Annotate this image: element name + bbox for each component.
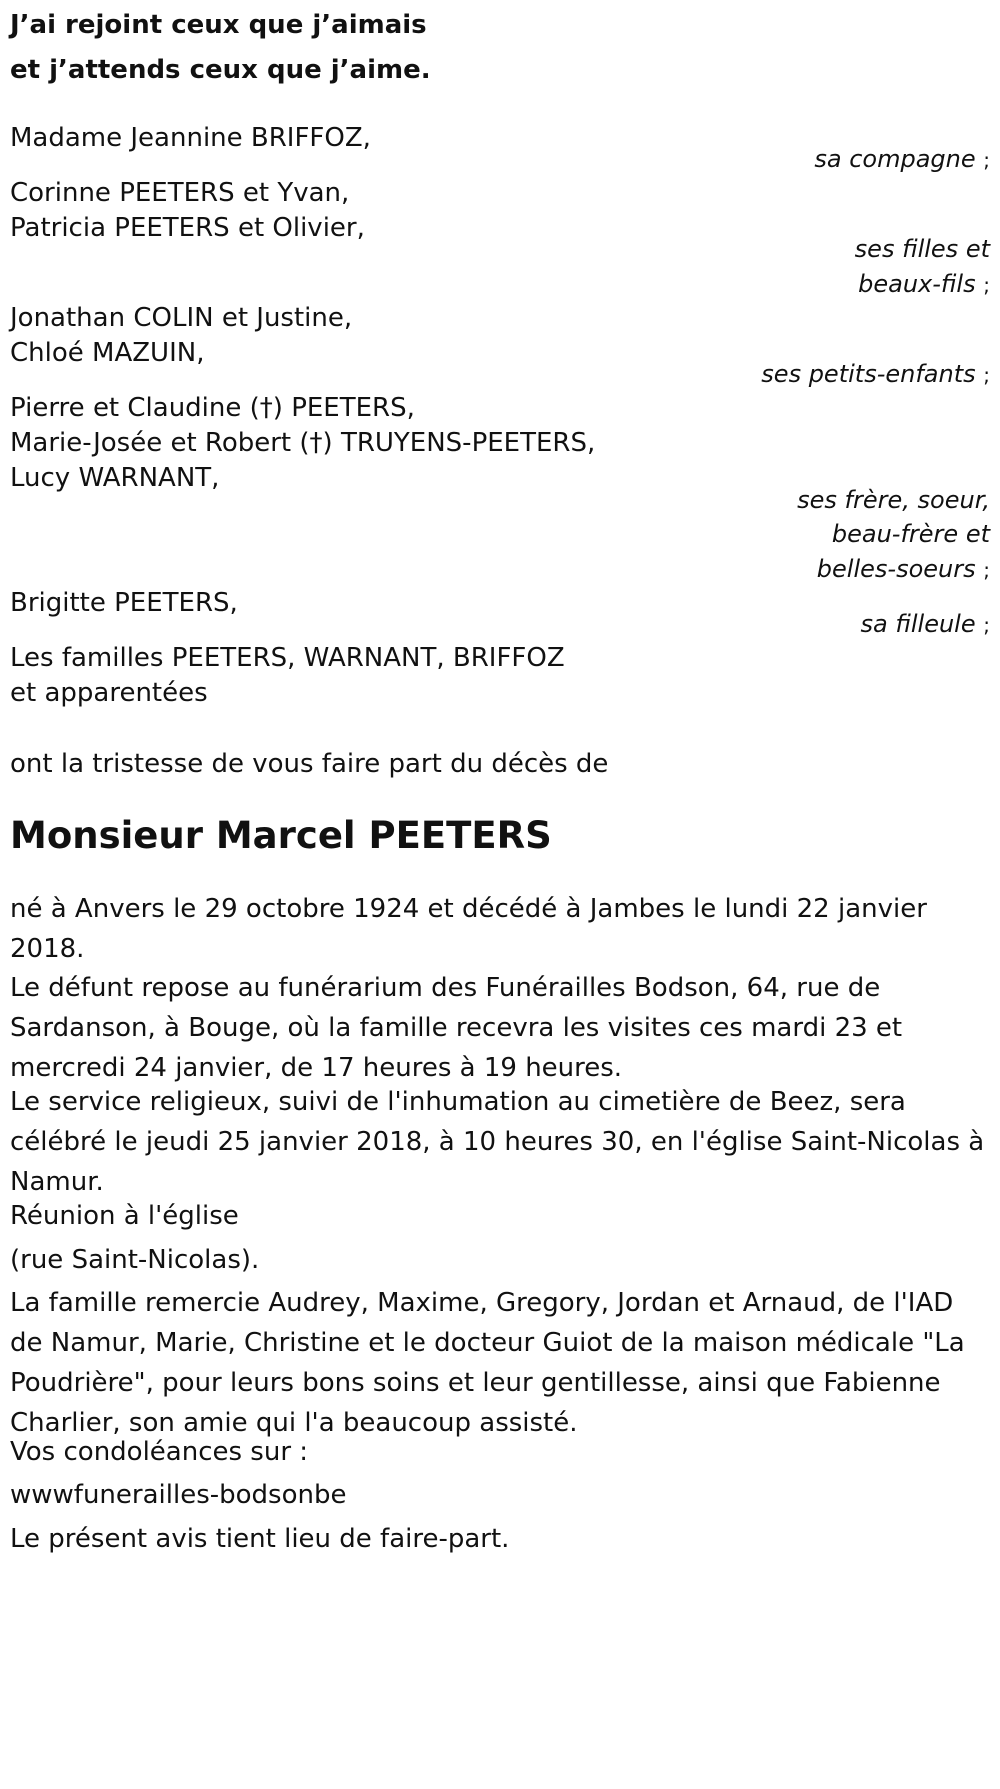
siblings-role-line-3: belles-soeurs ;	[816, 555, 990, 583]
sibling-line-3: Lucy WARNANT,	[10, 463, 220, 493]
daughter-line-1: Corinne PEETERS et Yvan,	[10, 178, 350, 208]
thanks-paragraph: La famille remercie Audrey, Maxime, Gregory, Jordan et Arnaud, de l'IAD de Namur, Marie, Christine et le docteur Guiot de la maison médicale "La Poudrière", pour leurs bons soins et leur gentillesse, ainsi que Fabienne Charlier, son amie qui l'a beaucoup assisté.	[10, 1288, 965, 1438]
siblings-role-line-2: beau-frère et	[831, 520, 990, 548]
daughter-line-2: Patricia PEETERS et Olivier,	[10, 213, 365, 243]
birth-death-paragraph: né à Anvers le 29 octobre 1924 et décédé à Jambes le lundi 22 janvier 2018.	[10, 894, 927, 964]
service-paragraph: Le service religieux, suivi de l'inhumation au cimetière de Beez, sera célébré le jeudi 25 janvier 2018, à 10 heures 30, en l'église Saint-Nicolas à Namur.	[10, 1087, 985, 1197]
grandchild-line-1: Jonathan COLIN et Justine,	[10, 303, 353, 333]
sibling-line-1: Pierre et Claudine (†) PEETERS,	[10, 393, 415, 423]
announcement: ont la tristesse de vous faire part du décès de	[10, 749, 609, 779]
families-line-1: Les familles PEETERS, WARNANT, BRIFFOZ	[10, 643, 565, 673]
daughters-role-line-1: ses filles et	[854, 235, 990, 263]
daughters-role-line-2: beaux-fils ;	[858, 270, 990, 298]
epigraph-line-1: J’ai rejoint ceux que j’aimais	[10, 10, 427, 40]
meeting-street-paragraph: (rue Saint-Nicolas).	[10, 1245, 260, 1275]
siblings-role-line-1: ses frère, soeur,	[797, 486, 990, 514]
meeting-paragraph: Réunion à l'église	[10, 1201, 239, 1231]
companion-role: sa compagne ;	[814, 145, 990, 173]
website-link[interactable]: wwwfunerailles-bodsonbe	[10, 1480, 347, 1510]
visitation-paragraph: Le défunt repose au funérarium des Funérailles Bodson, 64, rue de Sardanson, à Bouge, où la famille recevra les visites ces mardi 23 et mercredi 24 janvier, de 17 heures à 19 heures.	[10, 973, 903, 1083]
condolences-label: Vos condoléances sur :	[10, 1437, 309, 1467]
sibling-line-2: Marie-Josée et Robert (†) TRUYENS-PEETERS,	[10, 428, 596, 458]
epigraph-line-2: et j’attends ceux que j’aime.	[10, 55, 431, 85]
goddaughter-name: Brigitte PEETERS,	[10, 588, 238, 618]
grandchildren-role: ses petits-enfants ;	[761, 360, 990, 388]
families-line-2: et apparentées	[10, 678, 208, 708]
companion-name: Madame Jeannine BRIFFOZ,	[10, 123, 371, 153]
grandchild-line-2: Chloé MAZUIN,	[10, 338, 205, 368]
deceased-name: Monsieur Marcel PEETERS	[10, 814, 552, 857]
notice-paragraph: Le présent avis tient lieu de faire-part.	[10, 1524, 510, 1554]
goddaughter-role: sa filleule ;	[860, 610, 990, 638]
